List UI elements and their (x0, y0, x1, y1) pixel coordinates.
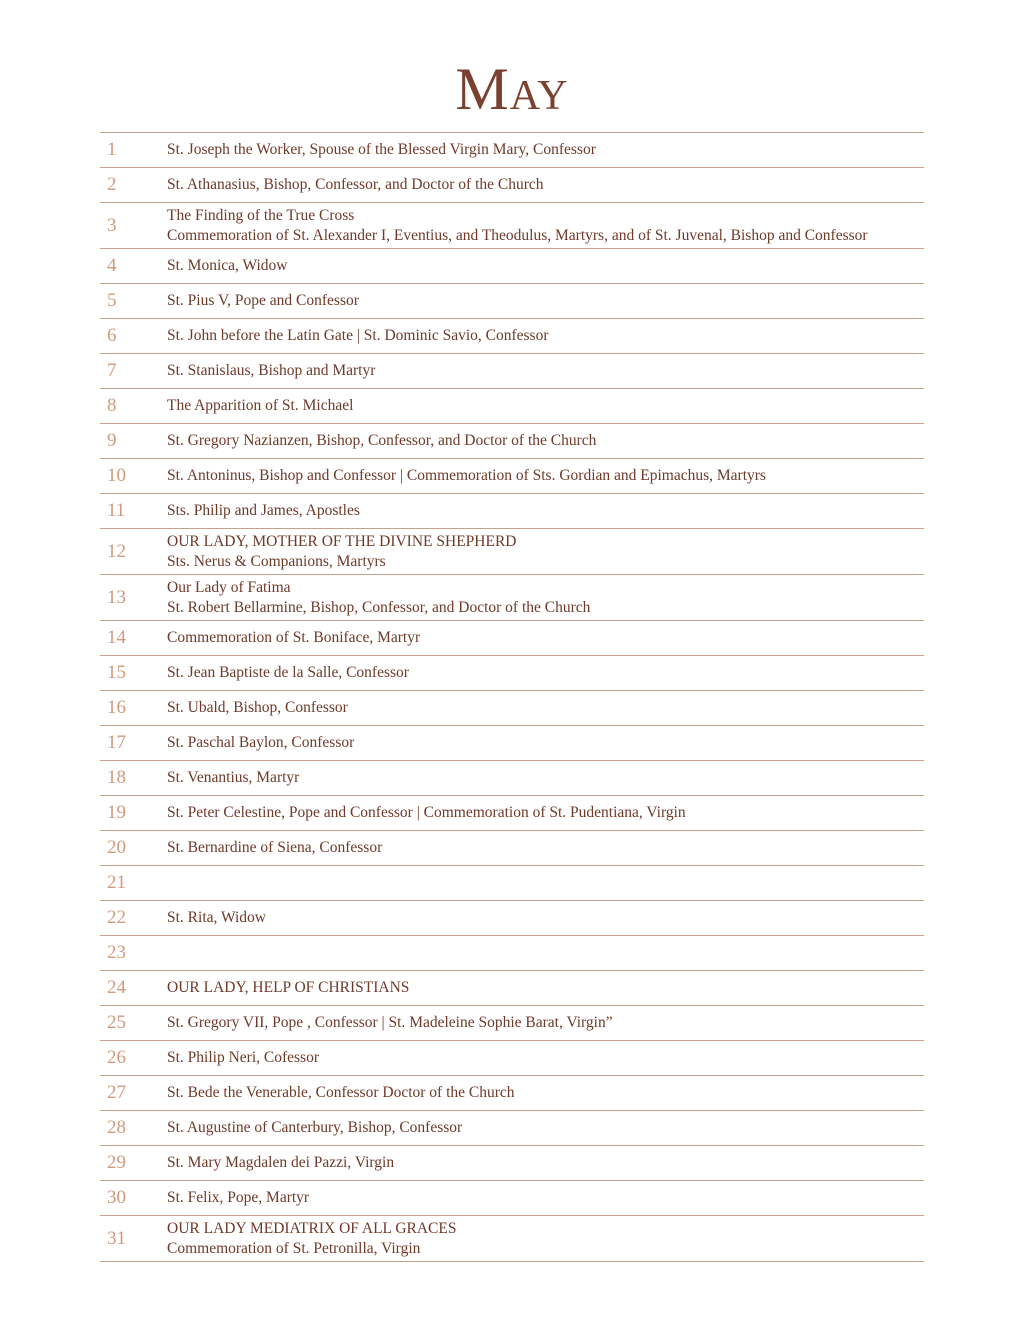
calendar-row (100, 656, 924, 691)
day-number: 12 (107, 540, 126, 562)
feast-entry (167, 431, 924, 451)
calendar-row (100, 1111, 924, 1146)
feast-line: St. Peter Celestine, Pope and Confessor | Commemoration of St. Pudentiana, Virgin (167, 804, 686, 821)
calendar-row (100, 1006, 924, 1041)
feast-line: St. Athanasius, Bishop, Confessor, and Doctor of the Church (167, 176, 544, 193)
feast-line: St. Rita, Widow (167, 909, 266, 926)
feast-line: St. Gregory Nazianzen, Bishop, Confessor, and Doctor of the Church (167, 432, 597, 449)
day-number: 4 (107, 255, 117, 276)
feast-entry (167, 466, 924, 486)
feast-line: Sts. Nerus & Companions, Martyrs (167, 552, 386, 570)
day-number: 14 (107, 627, 126, 648)
calendar-row (100, 575, 924, 621)
day-number: 3 (107, 214, 117, 236)
feast-entry (167, 140, 924, 160)
feast-entry (167, 1153, 924, 1173)
day-number: 28 (107, 1117, 126, 1138)
day-number: 16 (107, 697, 126, 718)
day-number: 17 (107, 732, 126, 753)
feast-entry (167, 206, 924, 246)
feast-entry (167, 768, 924, 788)
day-number: 7 (107, 360, 117, 381)
feast-line: St. Antoninus, Bishop and Confessor | Commemoration of Sts. Gordian and Epimachus, Martyrs (167, 467, 766, 484)
calendar-row (100, 168, 924, 203)
calendar-row (100, 691, 924, 726)
feast-line: St. Paschal Baylon, Confessor (167, 734, 355, 751)
calendar-row (100, 529, 924, 575)
feast-line: OUR LADY, MOTHER OF THE DIVINE SHEPHERD (167, 532, 517, 550)
day-number: 1 (107, 139, 117, 160)
feast-entry (167, 908, 924, 928)
feast-entry (167, 838, 924, 858)
feast-line: Commemoration of St. Alexander I, Eventius, and Theodulus, Martyrs, and of St. Juvenal, Bishop and Confessor (167, 226, 868, 244)
calendar-row (100, 621, 924, 656)
calendar-row (100, 971, 924, 1006)
feast-line: OUR LADY MEDIATRIX OF ALL GRACES (167, 1219, 457, 1237)
calendar-row (100, 284, 924, 319)
feast-line: St. Bede the Venerable, Confessor Doctor of the Church (167, 1084, 515, 1101)
feast-entry (167, 628, 924, 648)
feast-entry (167, 733, 924, 753)
feast-entry (167, 1118, 924, 1138)
feast-line: St. Mary Magdalen dei Pazzi, Virgin (167, 1154, 395, 1171)
feast-line: Sts. Philip and James, Apostles (167, 502, 360, 519)
feast-line: Commemoration of St. Petronilla, Virgin (167, 1239, 421, 1257)
day-number: 18 (107, 767, 126, 788)
day-number: 25 (107, 1012, 126, 1033)
calendar-row (100, 1076, 924, 1111)
feast-line: St. Philip Neri, Cofessor (167, 1049, 319, 1066)
feast-line: The Apparition of St. Michael (167, 397, 354, 414)
day-number: 26 (107, 1047, 126, 1068)
feast-line: St. Monica, Widow (167, 257, 288, 274)
day-number: 29 (107, 1152, 126, 1173)
feast-line: Commemoration of St. Boniface, Martyr (167, 629, 421, 646)
feast-line: The Finding of the True Cross (167, 206, 355, 224)
calendar-row (100, 459, 924, 494)
feast-line: St. Gregory VII, Pope , Confessor | St. Madeleine Sophie Barat, Virgin” (167, 1014, 613, 1031)
day-number: 21 (107, 872, 126, 893)
calendar-row (100, 726, 924, 761)
feast-entry (167, 532, 924, 572)
day-number: 10 (107, 465, 126, 486)
feast-line: St. John before the Latin Gate | St. Dominic Savio, Confessor (167, 327, 549, 344)
day-number: 22 (107, 907, 126, 928)
day-number: 20 (107, 837, 126, 858)
feast-line: OUR LADY, HELP OF CHRISTIANS (167, 979, 410, 996)
feast-entry (167, 326, 924, 346)
feast-line: St. Felix, Pope, Martyr (167, 1189, 310, 1206)
calendar-row (100, 203, 924, 249)
feast-line: St. Pius V, Pope and Confessor (167, 292, 359, 309)
calendar-row (100, 1041, 924, 1076)
feast-entry (167, 361, 924, 381)
calendar-table (100, 132, 924, 1262)
feast-line: St. Bernardine of Siena, Confessor (167, 839, 383, 856)
feast-entry (167, 501, 924, 521)
calendar-row (100, 494, 924, 529)
feast-entry (167, 396, 924, 416)
calendar-row (100, 796, 924, 831)
calendar-row (100, 901, 924, 936)
day-number: 6 (107, 325, 117, 346)
feast-line: St. Venantius, Martyr (167, 769, 300, 786)
feast-entry (167, 663, 924, 683)
calendar-row (100, 866, 924, 901)
calendar-row (100, 319, 924, 354)
day-number: 15 (107, 662, 126, 683)
day-number: 11 (107, 500, 126, 521)
day-number: 2 (107, 174, 117, 195)
calendar-row (100, 1181, 924, 1216)
calendar-row (100, 761, 924, 796)
calendar-row (100, 424, 924, 459)
day-number: 30 (107, 1187, 126, 1208)
day-number: 9 (107, 430, 117, 451)
day-number: 8 (107, 395, 117, 416)
feast-line: St. Jean Baptiste de la Salle, Confessor (167, 664, 409, 681)
feast-entry (167, 175, 924, 195)
feast-entry (167, 803, 924, 823)
day-number: 27 (107, 1082, 126, 1103)
feast-line: St. Ubald, Bishop, Confessor (167, 699, 348, 716)
day-number: 31 (107, 1227, 126, 1249)
feast-line: St. Augustine of Canterbury, Bishop, Confessor (167, 1119, 463, 1136)
feast-entry (167, 698, 924, 718)
feast-entry (167, 1188, 924, 1208)
feast-entry (167, 1083, 924, 1103)
feast-line: St. Joseph the Worker, Spouse of the Blessed Virgin Mary, Confessor (167, 141, 596, 158)
calendar-row (100, 1146, 924, 1181)
feast-line: Our Lady of Fatima (167, 578, 291, 596)
feast-entry (167, 978, 924, 998)
day-number: 24 (107, 977, 126, 998)
feast-entry (167, 1219, 924, 1259)
calendar-row (100, 354, 924, 389)
feast-entry (167, 1013, 924, 1033)
calendar-row (100, 831, 924, 866)
calendar-row (100, 389, 924, 424)
feast-entry (167, 578, 924, 618)
page-title: May (455, 56, 569, 122)
feast-entry (167, 256, 924, 276)
day-number: 19 (107, 802, 126, 823)
day-number: 23 (107, 942, 126, 963)
calendar-row (100, 249, 924, 284)
feast-entry (167, 1048, 924, 1068)
feast-entry (167, 291, 924, 311)
feast-line: St. Stanislaus, Bishop and Martyr (167, 362, 376, 379)
calendar-row (100, 1216, 924, 1262)
day-number: 13 (107, 586, 126, 608)
calendar-row (100, 133, 924, 168)
calendar-row (100, 936, 924, 971)
feast-line: St. Robert Bellarmine, Bishop, Confessor, and Doctor of the Church (167, 598, 591, 616)
day-number: 5 (107, 290, 117, 311)
